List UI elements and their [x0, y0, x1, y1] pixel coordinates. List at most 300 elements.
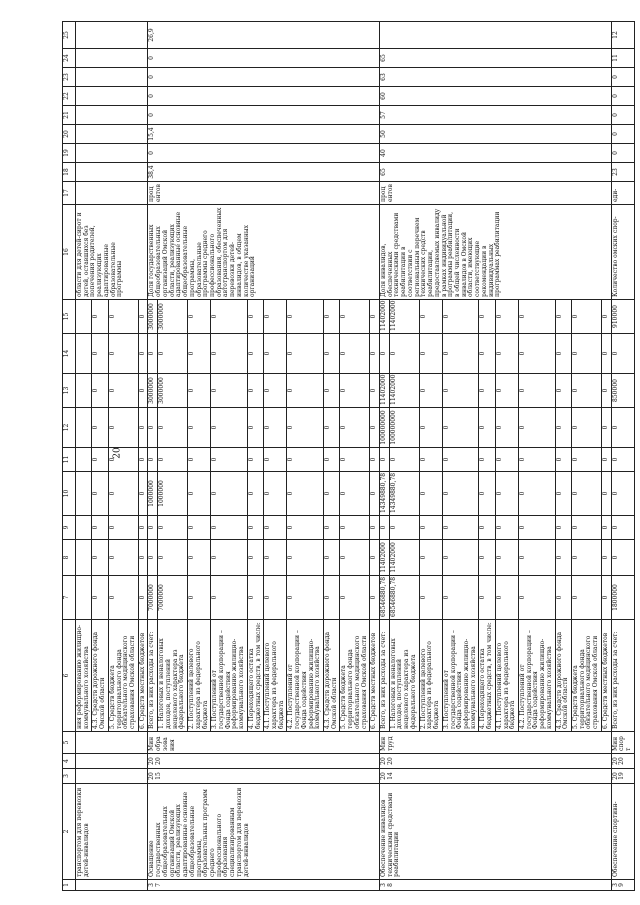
funding-value: 0 [158, 408, 188, 448]
funding-value: 0 [287, 540, 324, 576]
funding-value: 0 [211, 448, 248, 472]
column-number: 10 [63, 472, 76, 516]
column-number: 8 [63, 540, 76, 576]
column-number: 3 [63, 769, 76, 784]
indicator-value: 0 [148, 144, 380, 163]
indicator-value: 0 [611, 106, 634, 125]
indicator-unit: процентов [148, 182, 380, 205]
funding-value: 0 [211, 472, 248, 516]
funding-value: 7000000 [158, 576, 188, 620]
table-row [380, 22, 390, 891]
executor: Минспорт [611, 732, 634, 754]
funding-value: 0 [601, 334, 611, 374]
funding-value: 0 [442, 576, 479, 620]
column-number: 19 [63, 144, 76, 163]
funding-value: 0 [601, 472, 611, 516]
funding-value: 0 [324, 300, 340, 334]
funding-value: 0 [324, 576, 340, 620]
end-year: 2020 [380, 754, 612, 769]
funding-value: 0 [518, 448, 555, 472]
funding-value: 0 [370, 576, 380, 620]
indicator-value [76, 22, 148, 49]
funding-value: 0 [495, 408, 518, 448]
funding-value: 0 [287, 300, 324, 334]
funding-value: 0 [158, 448, 188, 472]
column-number: 24 [63, 49, 76, 68]
funding-source-label: 4. Переходящего остатка бюджетных средств, в том числе: [247, 620, 263, 732]
funding-value: 0 [324, 408, 340, 448]
funding-value: 0 [108, 472, 138, 516]
funding-value: 0 [148, 516, 158, 540]
end-year: 2020 [611, 754, 634, 769]
funding-value: 0 [611, 334, 634, 374]
funding-value: 0 [108, 334, 138, 374]
funding-value: 0 [138, 334, 148, 374]
funding-value: 0 [324, 334, 340, 374]
funding-value: 11402000 [389, 540, 419, 576]
indicator-unit: еди- [611, 182, 634, 205]
indicator-value: 38,4 [148, 163, 380, 182]
program-activities-table [62, 21, 635, 891]
funding-value: 3000000 [148, 300, 158, 334]
funding-value: 100000000 [389, 408, 419, 448]
funding-source-label: 4. Переходящего остатка бюджетных средств, в том числе: [479, 620, 495, 732]
funding-value: 0 [92, 472, 108, 516]
activity-number: 38 [380, 880, 612, 891]
funding-source-label: 6. Средств местных бюджетов [370, 620, 380, 732]
indicator-value: 0 [611, 125, 634, 144]
funding-value: 0 [389, 516, 419, 540]
funding-value: 0 [211, 516, 248, 540]
column-number: 6 [63, 620, 76, 732]
funding-value: 0 [264, 448, 287, 472]
indicator-value: 0 [148, 49, 380, 68]
funding-value: 0 [555, 448, 571, 472]
funding-source-label: Всего, из них расходы за счет: [380, 620, 390, 732]
indicator-value: 0 [148, 68, 380, 87]
funding-value: 0 [247, 300, 263, 334]
indicator-value [380, 22, 612, 49]
funding-value: 0 [108, 576, 138, 620]
funding-value: 0 [380, 448, 390, 472]
funding-value: 0 [518, 472, 555, 516]
funding-value: 0 [479, 300, 495, 334]
funding-value: 0 [419, 334, 442, 374]
funding-value: 0 [264, 408, 287, 448]
funding-value: 0 [188, 334, 211, 374]
indicator-value [76, 87, 148, 106]
funding-value [76, 408, 92, 448]
funding-value: 0 [601, 448, 611, 472]
column-number: 18 [63, 163, 76, 182]
funding-value: 0 [442, 472, 479, 516]
funding-value: 14349880,78 [380, 472, 390, 516]
funding-value: 0 [495, 448, 518, 472]
indicator-value: 40 [380, 144, 612, 163]
funding-value: 0 [495, 300, 518, 334]
indicator-unit [76, 182, 148, 205]
funding-value: 0 [419, 540, 442, 576]
funding-value: 0 [108, 540, 138, 576]
funding-source-label: 6. Средств местных бюджетов [601, 620, 611, 732]
funding-value: 0 [419, 300, 442, 334]
funding-value: 0 [92, 408, 108, 448]
funding-source-label: 4.2. Поступлений от государственной корпорации – Фонда содействия реформированию жилищно-коммунального хозяйства [287, 620, 324, 732]
funding-value: 0 [287, 472, 324, 516]
indicator-value: 65 [380, 49, 612, 68]
funding-value: 0 [287, 374, 324, 408]
column-number: 16 [63, 205, 76, 300]
funding-value: 0 [419, 576, 442, 620]
funding-value: 0 [518, 374, 555, 408]
funding-source-label: 3. Поступлений от государственной корпорации – Фонда содействия реформированию жилищно-коммунального хозяйства [442, 620, 479, 732]
funding-value: 0 [572, 374, 602, 408]
activity-name: транспортом для перевозки детей-инвалидов [76, 784, 148, 880]
funding-value: 0 [442, 408, 479, 448]
start-year [76, 769, 148, 784]
funding-value: 0 [601, 408, 611, 448]
column-number: 23 [63, 68, 76, 87]
funding-value: 0 [555, 516, 571, 540]
funding-value: 0 [324, 472, 340, 516]
funding-value: 0 [555, 300, 571, 334]
start-year: 2014 [380, 769, 612, 784]
funding-value: 0 [572, 334, 602, 374]
funding-value: 0 [92, 540, 108, 576]
funding-source-label: 4.2. Поступлений от государственной корпорации – Фонда содействия реформированию жилищно-коммунального хозяйства [518, 620, 555, 732]
funding-value: 0 [611, 516, 634, 540]
funding-value: 11402000 [380, 540, 390, 576]
funding-value [76, 374, 92, 408]
funding-source-label: Всего, из них расходы за счет: [148, 620, 158, 732]
funding-value: 0 [572, 516, 602, 540]
funding-value: 0 [211, 374, 248, 408]
funding-value: 0 [380, 516, 390, 540]
column-number: 2 [63, 784, 76, 880]
funding-value: 0 [158, 540, 188, 576]
funding-value: 0 [340, 300, 370, 334]
indicator-name: Доля государственных общеобразовательных организаций Омской области, реализующих адаптированные основные общеобразовательные программы, образовательные программы среднего профессионального образования, обеспеченных автотранспортом для перевозки детей-инвалидов, в общем количестве указанных организаций [148, 205, 380, 300]
funding-value: 0 [247, 472, 263, 516]
funding-value: 0 [370, 300, 380, 334]
indicator-value [76, 68, 148, 87]
funding-value: 0 [572, 448, 602, 472]
funding-value: 0 [264, 576, 287, 620]
column-number: 5 [63, 732, 76, 754]
funding-value: 0 [148, 408, 158, 448]
funding-source-label: 4.1. Поступлений целевого характера из федерального бюджета [264, 620, 287, 732]
column-number: 20 [63, 125, 76, 144]
funding-source-label: 6. Средств местных бюджетов [138, 620, 148, 732]
funding-value: 0 [188, 448, 211, 472]
funding-value: 0 [572, 408, 602, 448]
end-year: 2020 [148, 754, 380, 769]
column-number: 11 [63, 448, 76, 472]
funding-value: 910000 [611, 300, 634, 334]
funding-source-label: 2. Поступлений целевого характера из федерального бюджета [419, 620, 442, 732]
funding-value: 0 [601, 540, 611, 576]
funding-value: 0 [138, 516, 148, 540]
indicator-value: 50 [380, 125, 612, 144]
funding-value: 0 [247, 408, 263, 448]
funding-value: 0 [158, 516, 188, 540]
funding-value: 0 [419, 448, 442, 472]
funding-value: 0 [370, 516, 380, 540]
indicator-name: области для детей-сирот и детей, оставшихся без попечения родителей, реализующих адаптированные образовательные программы [76, 205, 148, 300]
indicator-value: 23 [611, 163, 634, 182]
funding-value [76, 516, 92, 540]
funding-value: 0 [324, 540, 340, 576]
column-number: 13 [63, 374, 76, 408]
funding-value: 0 [340, 516, 370, 540]
funding-value: 0 [611, 408, 634, 448]
end-year [76, 754, 148, 769]
funding-source-label: 1. Налоговых и неналоговых доходов, поступлений нецелевого характера из федерального бюджета [389, 620, 419, 732]
funding-value [76, 472, 92, 516]
funding-source-label: ния реформированию жилищно-коммунального хозяйства [76, 620, 92, 732]
indicator-value: 57 [380, 106, 612, 125]
funding-value: 11402000 [389, 374, 419, 408]
indicator-name: Доля инвалидов, обеспеченных техническими средствами реабилитации в соответствии с региональным перечнем технических средств реабилитации, предоставляемых инвалиду в рамках индивидуальной программы реабилитации, в общей численности инвалидов в Омской области, имеющих соответствующие рекомендации в индивидуальных программах реабилитации [380, 205, 612, 300]
funding-value: 0 [108, 374, 138, 408]
indicator-value: 0 [148, 106, 380, 125]
funding-value: 0 [611, 540, 634, 576]
funding-value: 0 [188, 516, 211, 540]
funding-value: 0 [188, 300, 211, 334]
funding-source-label: 4.3. Средств дорожного фонда Омской области [324, 620, 340, 732]
funding-value: 0 [479, 408, 495, 448]
funding-value: 0 [188, 576, 211, 620]
funding-value: 0 [158, 334, 188, 374]
funding-value: 0 [370, 408, 380, 448]
funding-value: 0 [601, 576, 611, 620]
indicator-value [76, 49, 148, 68]
funding-value: 0 [138, 374, 148, 408]
funding-value: 0 [247, 540, 263, 576]
funding-value: 0 [572, 576, 602, 620]
funding-value: 0 [108, 300, 138, 334]
indicator-value: 0 [611, 87, 634, 106]
funding-value: 0 [264, 516, 287, 540]
table-row [76, 22, 92, 891]
document-table-area [62, 23, 633, 891]
indicator-value: 12 [611, 22, 634, 49]
funding-value: 0 [247, 334, 263, 374]
funding-value: 0 [389, 334, 419, 374]
funding-value: 0 [138, 448, 148, 472]
funding-value: 0 [442, 300, 479, 334]
funding-value: 0 [324, 516, 340, 540]
funding-value: 0 [611, 472, 634, 516]
executor: Минтруд [380, 732, 612, 754]
indicator-unit: процентов [380, 182, 612, 205]
funding-value: 0 [518, 334, 555, 374]
funding-value: 0 [518, 516, 555, 540]
funding-value: 0 [92, 374, 108, 408]
column-number: 7 [63, 576, 76, 620]
funding-value: 0 [148, 540, 158, 576]
activity-number: 37 [148, 880, 380, 891]
funding-value: 0 [419, 374, 442, 408]
start-year: 2019 [611, 769, 634, 784]
indicator-value [76, 106, 148, 125]
funding-value: 0 [518, 408, 555, 448]
funding-value: 0 [138, 472, 148, 516]
funding-value: 1000000 [148, 472, 158, 516]
funding-value: 0 [419, 472, 442, 516]
column-number: 14 [63, 334, 76, 374]
funding-value: 0 [211, 408, 248, 448]
funding-value: 0 [188, 374, 211, 408]
funding-value: 0 [211, 576, 248, 620]
funding-value: 0 [287, 334, 324, 374]
funding-value: 0 [370, 334, 380, 374]
funding-value: 0 [138, 408, 148, 448]
funding-value: 0 [555, 374, 571, 408]
funding-value: 0 [601, 300, 611, 334]
funding-value: 0 [370, 472, 380, 516]
funding-value: 0 [555, 334, 571, 374]
funding-value: 0 [572, 540, 602, 576]
funding-value: 0 [442, 374, 479, 408]
funding-source-label: 4.3. Средств дорожного фонда Омской области [92, 620, 108, 732]
funding-value: 11402000 [389, 300, 419, 334]
funding-source-label: 5. Средств бюджета территориального фонда обязательного медицинского страхования Омской области [340, 620, 370, 732]
funding-value: 11402000 [380, 374, 390, 408]
indicator-value: 0 [611, 144, 634, 163]
funding-value: 0 [518, 576, 555, 620]
funding-value: 0 [495, 334, 518, 374]
funding-source-label: 5. Средств бюджета территориального фонда обязательного медицинского страхования Омской области [572, 620, 602, 732]
activity-number [76, 880, 148, 891]
funding-value [76, 448, 92, 472]
funding-value: 0 [287, 576, 324, 620]
funding-value: 0 [92, 334, 108, 374]
funding-value: 0 [601, 374, 611, 408]
funding-value: 0 [188, 408, 211, 448]
indicator-value: 15,4 [148, 125, 380, 144]
column-number: 25 [63, 22, 76, 49]
funding-value: 0 [479, 516, 495, 540]
start-year: 2015 [148, 769, 380, 784]
funding-value: 0 [611, 448, 634, 472]
funding-value: 0 [442, 334, 479, 374]
funding-value: 0 [495, 516, 518, 540]
activity-name: Обеспечение спортивн- [611, 784, 634, 880]
funding-value: 0 [495, 540, 518, 576]
funding-value: 0 [419, 516, 442, 540]
funding-value: 0 [419, 408, 442, 448]
funding-value: 0 [340, 408, 370, 448]
funding-value: 850000 [611, 374, 634, 408]
funding-value: 0 [370, 540, 380, 576]
funding-value: 0 [555, 540, 571, 576]
funding-value: 0 [138, 300, 148, 334]
funding-value: 0 [340, 472, 370, 516]
column-number: 21 [63, 106, 76, 125]
funding-value: 0 [188, 540, 211, 576]
funding-value: 0 [370, 448, 380, 472]
column-number: 15 [63, 300, 76, 334]
funding-value: 3000000 [158, 300, 188, 334]
funding-source-label: 3. Поступлений от государственной корпорации – Фонда содействия реформированию жилищно-коммунального хозяйства [211, 620, 248, 732]
page-number: 20 [112, 447, 123, 459]
funding-value: 0 [442, 540, 479, 576]
funding-value: 0 [479, 576, 495, 620]
funding-value: 0 [555, 408, 571, 448]
funding-value: 3000000 [148, 374, 158, 408]
funding-value: 0 [138, 576, 148, 620]
funding-value: 0 [247, 448, 263, 472]
funding-value: 0 [340, 448, 370, 472]
indicator-value: 0 [148, 87, 380, 106]
funding-value: 0 [211, 300, 248, 334]
column-number: 17 [63, 182, 76, 205]
funding-value: 0 [92, 516, 108, 540]
funding-value: 0 [495, 374, 518, 408]
funding-value: 0 [555, 472, 571, 516]
funding-value: 0 [495, 472, 518, 516]
funding-value: 0 [324, 448, 340, 472]
indicator-value: 63 [380, 68, 612, 87]
indicator-value: 65 [380, 163, 612, 182]
funding-value: 0 [340, 374, 370, 408]
funding-value: 0 [518, 300, 555, 334]
funding-value: 68546880,78 [380, 576, 390, 620]
funding-value [76, 334, 92, 374]
funding-value: 0 [555, 576, 571, 620]
funding-value: 0 [442, 448, 479, 472]
funding-value: 0 [340, 334, 370, 374]
rotated-table-container [62, 23, 633, 891]
funding-value: 0 [479, 472, 495, 516]
activity-name: Обеспечение инвалидов техническими средствами реабилитации [380, 784, 612, 880]
funding-value: 0 [264, 300, 287, 334]
funding-value: 0 [211, 334, 248, 374]
funding-value: 1800000 [611, 576, 634, 620]
funding-value: 0 [264, 472, 287, 516]
funding-value: 0 [108, 408, 138, 448]
funding-source-label: 4.3. Средств дорожного фонда Омской области [555, 620, 571, 732]
table-body [76, 22, 635, 891]
funding-value: 0 [340, 576, 370, 620]
funding-value: 0 [479, 334, 495, 374]
indicator-value: 26,9 [148, 22, 380, 49]
column-number: 1 [63, 880, 76, 891]
funding-value: 68546880,78 [389, 576, 419, 620]
funding-value: 0 [479, 448, 495, 472]
column-number: 22 [63, 87, 76, 106]
funding-source-label: 4.1. Поступлений целевого характера из федерального бюджета [495, 620, 518, 732]
funding-value [76, 300, 92, 334]
funding-source-label: 1. Налоговых и неналоговых доходов, поступлений нецелевого характера из федерального бюджета [158, 620, 188, 732]
activity-number: 39 [611, 880, 634, 891]
funding-value: 0 [518, 540, 555, 576]
funding-value: 0 [92, 448, 108, 472]
funding-value: 0 [92, 576, 108, 620]
indicator-value [76, 125, 148, 144]
funding-value: 0 [495, 576, 518, 620]
funding-value: 0 [370, 374, 380, 408]
column-number: 4 [63, 754, 76, 769]
funding-value: 0 [247, 516, 263, 540]
funding-value: 0 [188, 472, 211, 516]
table-row [148, 22, 158, 891]
funding-value: 0 [264, 334, 287, 374]
column-number: 12 [63, 408, 76, 448]
funding-value: 0 [340, 540, 370, 576]
funding-value: 0 [324, 374, 340, 408]
